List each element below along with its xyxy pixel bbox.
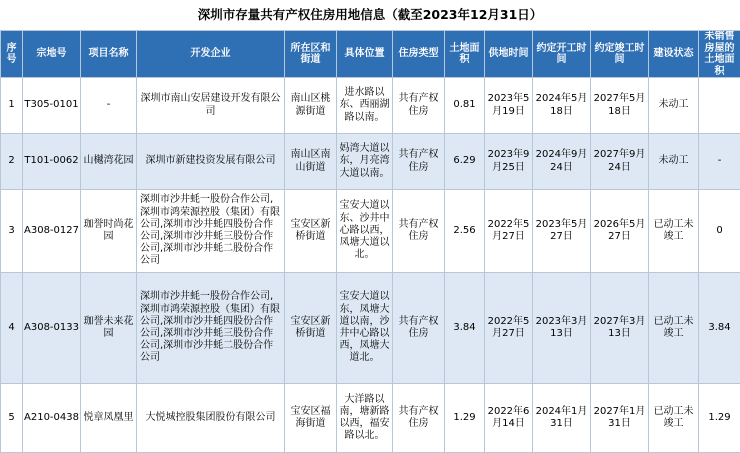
header-district: 所在区和街道 [285, 31, 337, 78]
cell-district: 南山区桃源街道 [285, 78, 337, 134]
header-row [1, 31, 740, 78]
cell-start-date: 2023年3月13日 [533, 273, 591, 384]
cell-district: 宝安区新桥街道 [285, 273, 337, 384]
cell-unsold-area: - [699, 134, 740, 190]
cell-supply-date: 2022年6月14日 [485, 384, 533, 453]
cell-project: 珈誉时尚花园 [81, 190, 137, 273]
table-row [1, 273, 740, 384]
cell-finish-date: 2027年1月31日 [591, 384, 649, 453]
cell-area: 2.56 [445, 190, 485, 273]
cell-developer: 大悦城控股集团股份有限公司 [137, 384, 285, 453]
header-parcel: 宗地号 [23, 31, 81, 78]
cell-no: 5 [1, 384, 23, 453]
cell-location: 宝安大道以东，凤塘大道以南，沙井中心路以西，凤塘大道北。 [337, 273, 393, 384]
header-location: 具体位置 [337, 31, 393, 78]
header-type: 住房类型 [393, 31, 445, 78]
cell-district: 宝安区新桥街道 [285, 190, 337, 273]
cell-developer: 深圳市新建投资发展有限公司 [137, 134, 285, 190]
header-unsold-area: 未销售房屋的土地面积 [699, 31, 740, 78]
cell-parcel: T305-0101 [23, 78, 81, 134]
cell-district: 南山区南山街道 [285, 134, 337, 190]
cell-area: 6.29 [445, 134, 485, 190]
land-info-table [0, 30, 740, 453]
cell-developer: 深圳市南山安居建设开发有限公司 [137, 78, 285, 134]
cell-status: 已动工未竣工 [649, 384, 699, 453]
table-row [1, 384, 740, 453]
cell-start-date: 2024年1月31日 [533, 384, 591, 453]
header-finish-date: 约定竣工时间 [591, 31, 649, 78]
cell-status: 已动工未竣工 [649, 273, 699, 384]
cell-developer: 深圳市沙井蚝一股份合作公司,深圳市鸿荣源控股（集团）有限公司,深圳市沙井蚝四股份合作公司,深圳市沙井蚝三股份合作公司,深圳市沙井蚝二股份合作公司 [137, 273, 285, 384]
cell-supply-date: 2022年5月27日 [485, 273, 533, 384]
cell-no: 3 [1, 190, 23, 273]
cell-status: 已动工未竣工 [649, 190, 699, 273]
cell-project: 珈誉未来花园 [81, 273, 137, 384]
cell-start-date: 2024年9月24日 [533, 134, 591, 190]
cell-developer: 深圳市沙井蚝一股份合作公司,深圳市鸿荣源控股（集团）有限公司,深圳市沙井蚝四股份合作公司,深圳市沙井蚝三股份合作公司,深圳市沙井蚝二股份合作公司 [137, 190, 285, 273]
cell-supply-date: 2022年5月27日 [485, 190, 533, 273]
page-title: 深圳市存量共有产权住房用地信息（截至2023年12月31日） [0, 0, 740, 30]
cell-parcel: A308-0127 [23, 190, 81, 273]
table-row [1, 190, 740, 273]
cell-status: 未动工 [649, 78, 699, 134]
cell-location: 宝安大道以东、沙井中心路以西，凤塘大道以北。 [337, 190, 393, 273]
header-project: 项目名称 [81, 31, 137, 78]
cell-no: 1 [1, 78, 23, 134]
cell-unsold-area: 1.29 [699, 384, 740, 453]
cell-parcel: A308-0133 [23, 273, 81, 384]
cell-type: 共有产权住房 [393, 134, 445, 190]
cell-district: 宝安区福海街道 [285, 384, 337, 453]
cell-finish-date: 2027年3月13日 [591, 273, 649, 384]
cell-status: 未动工 [649, 134, 699, 190]
header-start-date: 约定开工时间 [533, 31, 591, 78]
header-area: 土地面积 [445, 31, 485, 78]
table-row [1, 134, 740, 190]
cell-supply-date: 2023年5月19日 [485, 78, 533, 134]
table-row [1, 78, 740, 134]
cell-unsold-area: 3.84 [699, 273, 740, 384]
cell-type: 共有产权住房 [393, 384, 445, 453]
cell-project: 悦章凤凰里 [81, 384, 137, 453]
cell-unsold-area: 0 [699, 190, 740, 273]
cell-area: 0.81 [445, 78, 485, 134]
cell-type: 共有产权住房 [393, 190, 445, 273]
cell-start-date: 2023年5月27日 [533, 190, 591, 273]
header-developer: 开发企业 [137, 31, 285, 78]
cell-no: 2 [1, 134, 23, 190]
cell-type: 共有产权住房 [393, 273, 445, 384]
cell-unsold-area [699, 78, 740, 134]
cell-supply-date: 2023年9月25日 [485, 134, 533, 190]
cell-area: 1.29 [445, 384, 485, 453]
cell-no: 4 [1, 273, 23, 384]
cell-type: 共有产权住房 [393, 78, 445, 134]
cell-area: 3.84 [445, 273, 485, 384]
cell-project: 山樾湾花园 [81, 134, 137, 190]
cell-location: 妈湾大道以东，月亮湾大道以南。 [337, 134, 393, 190]
cell-project: - [81, 78, 137, 134]
header-status: 建设状态 [649, 31, 699, 78]
header-supply-date: 供地时间 [485, 31, 533, 78]
cell-location: 进水路以东、西丽湖路以南。 [337, 78, 393, 134]
cell-finish-date: 2027年5月18日 [591, 78, 649, 134]
cell-parcel: T101-0062 [23, 134, 81, 190]
cell-finish-date: 2026年5月27日 [591, 190, 649, 273]
cell-finish-date: 2027年9月24日 [591, 134, 649, 190]
cell-parcel: A210-0438 [23, 384, 81, 453]
cell-location: 大洋路以南，塘新路以西，福安路以北。 [337, 384, 393, 453]
header-no: 序号 [1, 31, 23, 78]
cell-start-date: 2024年5月18日 [533, 78, 591, 134]
